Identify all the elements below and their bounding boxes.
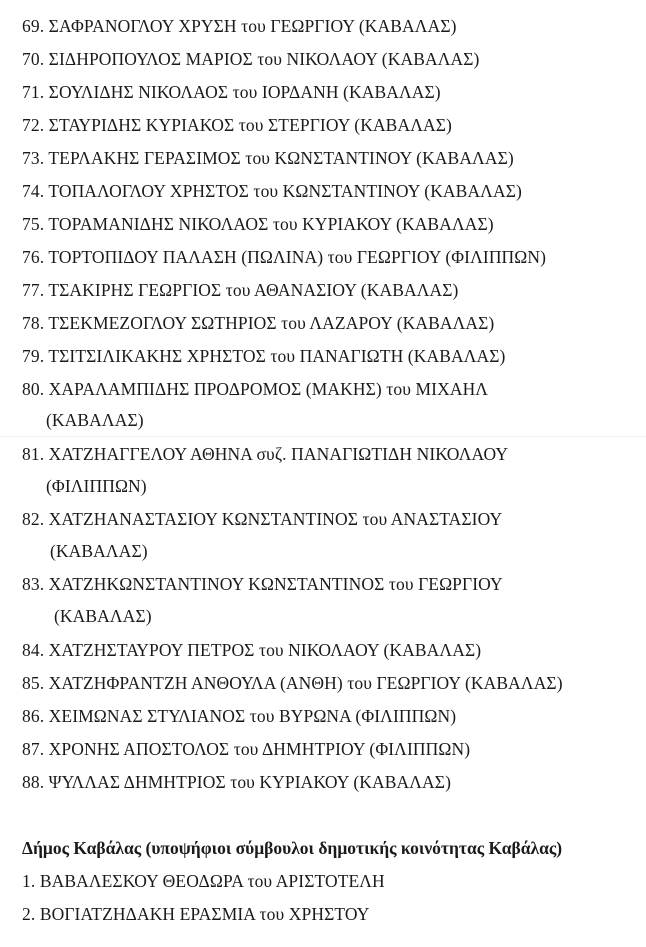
item-text: ΧΑΤΖΗΦΡΑΝΤΖΗ ΑΝΘΟΥΛΑ (ΑΝΘΗ) του ΓΕΩΡΓΙΟΥ (ΚΑΒΑΛΑΣ) — [48, 673, 563, 693]
list-item — [22, 148, 514, 168]
list-item — [22, 247, 546, 267]
item-number: 69. — [22, 16, 45, 36]
list-item — [22, 49, 479, 69]
list-item-continuation: (ΚΑΒΑΛΑΣ) — [46, 410, 144, 430]
list-item — [22, 871, 385, 891]
list-item — [22, 904, 369, 924]
item-text: ΧΡΟΝΗΣ ΑΠΟΣΤΟΛΟΣ του ΔΗΜΗΤΡΙΟΥ (ΦΙΛΙΠΠΩΝ) — [48, 739, 471, 759]
item-text: ΤΟΠΑΛΟΓΛΟΥ ΧΡΗΣΤΟΣ του ΚΩΝΣΤΑΝΤΙΝΟΥ (ΚΑΒΑΛΑΣ) — [48, 181, 522, 201]
item-number: 84. — [22, 640, 45, 660]
item-text: ΤΣΙΤΣΙΛΙΚΑΚΗΣ ΧΡΗΣΤΟΣ του ΠΑΝΑΓΙΩΤΗ (ΚΑΒΑΛΑΣ) — [48, 346, 506, 366]
list-item — [22, 673, 563, 693]
item-text: ΧΑΤΖΗΣΤΑΥΡΟΥ ΠΕΤΡΟΣ του ΝΙΚΟΛΑΟΥ (ΚΑΒΑΛΑΣ) — [48, 640, 482, 660]
list-item-continuation: (ΚΑΒΑΛΑΣ) — [50, 541, 148, 561]
item-text: ΧΑΡΑΛΑΜΠΙΔΗΣ ΠΡΟΔΡΟΜΟΣ (ΜΑΚΗΣ) του ΜΙΧΑΗΛ — [48, 379, 489, 399]
list-item — [22, 739, 470, 759]
item-text: ΤΕΡΛΑΚΗΣ ΓΕΡΑΣΙΜΟΣ του ΚΩΝΣΤΑΝΤΙΝΟΥ (ΚΑΒΑΛΑΣ) — [48, 148, 514, 168]
list-item — [22, 640, 481, 660]
list-item — [22, 82, 441, 102]
item-text: ΣΟΥΛΙΔΗΣ ΝΙΚΟΛΑΟΣ του ΙΟΡΔΑΝΗ (ΚΑΒΑΛΑΣ) — [48, 82, 441, 102]
item-text: ΨΥΛΛΑΣ ΔΗΜΗΤΡΙΟΣ του ΚΥΡΙΑΚΟΥ (ΚΑΒΑΛΑΣ) — [48, 772, 452, 792]
list-item-continuation: (ΚΑΒΑΛΑΣ) — [54, 606, 152, 626]
divider — [0, 436, 646, 437]
item-number: 83. — [22, 574, 45, 594]
item-number: 1. — [22, 871, 36, 891]
list-item — [22, 574, 503, 594]
item-text: ΤΟΡΤΟΠΙΔΟΥ ΠΑΛΑΣΗ (ΠΩΛΙΝΑ) του ΓΕΩΡΓΙΟΥ (ΦΙΛΙΠΠΩΝ) — [48, 247, 547, 267]
item-number: 73. — [22, 148, 45, 168]
section-heading: Δήμος Καβάλας (υποψήφιοι σύμβουλοι δημοτικής κοινότητας Καβάλας) — [22, 838, 563, 858]
list-item — [22, 509, 502, 529]
item-number: 85. — [22, 673, 45, 693]
list-item — [22, 181, 522, 201]
item-text: ΣΤΑΥΡΙΔΗΣ ΚΥΡΙΑΚΟΣ του ΣΤΕΡΓΙΟΥ (ΚΑΒΑΛΑΣ) — [48, 115, 452, 135]
list-item — [22, 379, 488, 399]
item-text: ΧΕΙΜΩΝΑΣ ΣΤΥΛΙΑΝΟΣ του ΒΥΡΩΝΑ (ΦΙΛΙΠΠΩΝ) — [48, 706, 457, 726]
item-number: 74. — [22, 181, 45, 201]
list-item — [22, 214, 494, 234]
list-item — [22, 313, 494, 333]
item-number: 72. — [22, 115, 45, 135]
list-item — [22, 280, 458, 300]
item-text: ΒΑΒΑΛΕΣΚΟΥ ΘΕΟΔΩΡΑ του ΑΡΙΣΤΟΤΕΛΗ — [39, 871, 385, 891]
item-number: 80. — [22, 379, 45, 399]
item-text: ΣΑΦΡΑΝΟΓΛΟΥ ΧΡΥΣΗ του ΓΕΩΡΓΙΟΥ (ΚΑΒΑΛΑΣ) — [48, 16, 457, 36]
item-text: ΧΑΤΖΗΚΩΝΣΤΑΝΤΙΝΟΥ ΚΩΝΣΤΑΝΤΙΝΟΣ του ΓΕΩΡΓΙΟΥ — [48, 574, 503, 594]
item-number: 77. — [22, 280, 45, 300]
item-text: ΒΟΓΙΑΤΖΗΔΑΚΗ ΕΡΑΣΜΙΑ του ΧΡΗΣΤΟΥ — [39, 904, 370, 924]
list-item — [22, 16, 457, 36]
item-number: 76. — [22, 247, 45, 267]
item-text: ΧΑΤΖΗΑΝΑΣΤΑΣΙΟΥ ΚΩΝΣΤΑΝΤΙΝΟΣ του ΑΝΑΣΤΑΣΙΟΥ — [48, 509, 503, 529]
item-text: ΤΟΡΑΜΑΝΙΔΗΣ ΝΙΚΟΛΑΟΣ του ΚΥΡΙΑΚΟΥ (ΚΑΒΑΛΑΣ) — [48, 214, 494, 234]
item-text: ΤΣΑΚΙΡΗΣ ΓΕΩΡΓΙΟΣ του ΑΘΑΝΑΣΙΟΥ (ΚΑΒΑΛΑΣ) — [48, 280, 459, 300]
item-number: 70. — [22, 49, 45, 69]
list-item — [22, 772, 451, 792]
list-item-continuation: (ΦΙΛΙΠΠΩΝ) — [46, 476, 147, 496]
item-number: 86. — [22, 706, 45, 726]
item-number: 79. — [22, 346, 45, 366]
item-number: 2. — [22, 904, 36, 924]
item-number: 87. — [22, 739, 45, 759]
item-number: 71. — [22, 82, 45, 102]
list-item — [22, 706, 456, 726]
item-text: ΤΣΕΚΜΕΖΟΓΛΟΥ ΣΩΤΗΡΙΟΣ του ΛΑΖΑΡΟΥ (ΚΑΒΑΛΑΣ) — [48, 313, 495, 333]
list-item — [22, 444, 508, 464]
item-number: 75. — [22, 214, 45, 234]
item-number: 88. — [22, 772, 45, 792]
item-text: ΧΑΤΖΗΑΓΓΕΛΟΥ ΑΘΗΝΑ συζ. ΠΑΝΑΓΙΩΤΙΔΗ ΝΙΚΟΛΑΟΥ — [48, 444, 509, 464]
item-number: 81. — [22, 444, 45, 464]
item-number: 78. — [22, 313, 45, 333]
list-item — [22, 115, 452, 135]
list-item — [22, 346, 505, 366]
item-number: 82. — [22, 509, 45, 529]
item-text: ΣΙΔΗΡΟΠΟΥΛΟΣ ΜΑΡΙΟΣ του ΝΙΚΟΛΑΟΥ (ΚΑΒΑΛΑΣ) — [48, 49, 480, 69]
